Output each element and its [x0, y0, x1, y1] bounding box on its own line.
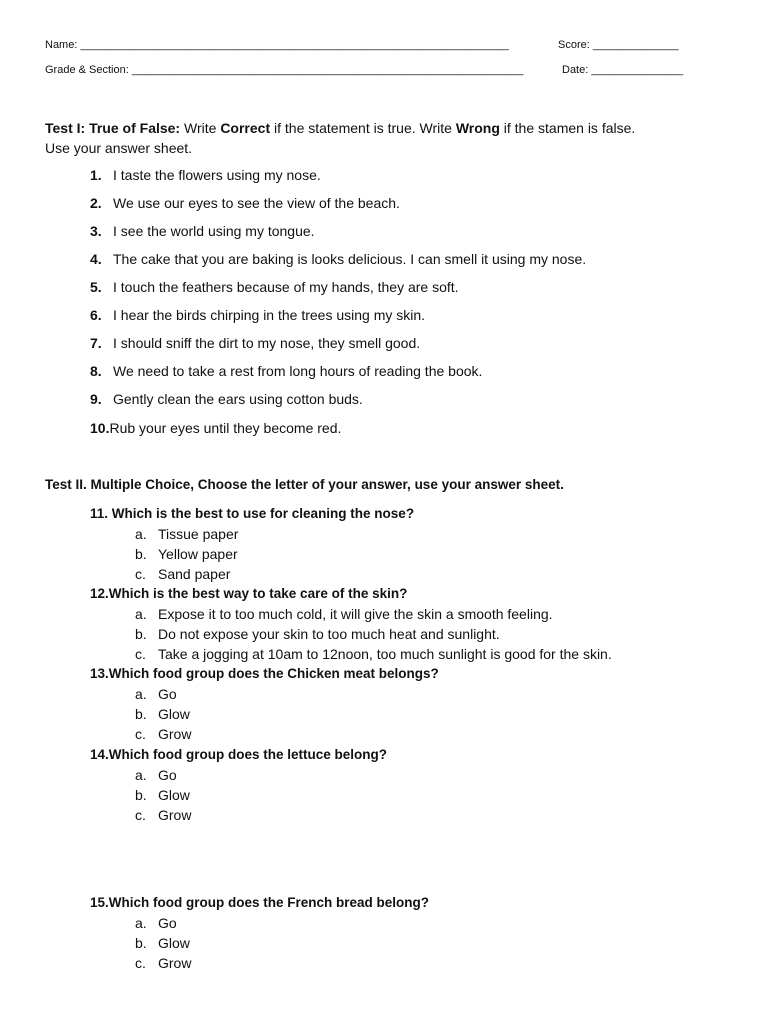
mc-option-text: Yellow paper	[158, 546, 238, 562]
tf-item-number: 8.	[90, 363, 102, 379]
mc-option-text: Glow	[158, 706, 190, 722]
mc-option	[135, 807, 191, 823]
test1-instructions	[45, 118, 635, 138]
mc-option-letter: a.	[135, 526, 147, 542]
mc-option-text: Grow	[158, 726, 192, 742]
mc-option	[135, 726, 191, 742]
mc-question: 12.Which is the best way to take care of the skin?	[90, 586, 408, 601]
tf-item-text: I touch the feathers because of my hands, they are soft.	[113, 279, 459, 295]
tf-item	[90, 223, 315, 239]
mc-option	[135, 526, 238, 542]
test1-instr-3: if the stamen is false.	[499, 120, 636, 136]
tf-item-number: 10.	[90, 420, 110, 436]
date-field-label: Date: _______________	[562, 64, 684, 76]
tf-item-number: 2.	[90, 195, 102, 211]
mc-option	[135, 767, 177, 783]
mc-option-letter: c.	[135, 807, 146, 823]
tf-item-number: 5.	[90, 279, 102, 295]
mc-question: 11. Which is the best to use for cleaning the nose?	[90, 506, 415, 521]
mc-option	[135, 566, 230, 582]
mc-option-text: Tissue paper	[158, 526, 239, 542]
mc-option-text: Go	[158, 767, 177, 783]
tf-item-text: Gently clean the ears using cotton buds.	[113, 391, 363, 407]
mc-option-letter: c.	[135, 566, 146, 582]
mc-option-text: Grow	[158, 955, 192, 971]
mc-option-text: Sand paper	[158, 566, 231, 582]
test2-title: Test II. Multiple Choice, Choose the letter of your answer, use your answer sheet.	[45, 477, 564, 492]
mc-option	[135, 787, 190, 803]
tf-item	[90, 251, 586, 267]
mc-option-letter: c.	[135, 726, 146, 742]
mc-question: 15.Which food group does the French bread belong?	[90, 895, 430, 910]
tf-item-text: We need to take a rest from long hours of reading the book.	[113, 363, 483, 379]
grade-section-field-label: Grade & Section: ________________________________________________________________	[45, 64, 524, 76]
mc-option-letter: b.	[135, 706, 147, 722]
score-field-label: Score: ______________	[558, 39, 679, 51]
test1-wrong-word: Wrong	[455, 120, 500, 136]
mc-option-text: Go	[158, 915, 177, 931]
tf-item	[90, 195, 400, 211]
mc-option	[135, 955, 191, 971]
mc-option-text: Grow	[158, 807, 192, 823]
tf-item-text: I taste the flowers using my nose.	[113, 167, 321, 183]
tf-item	[90, 391, 363, 407]
name-field-label: Name: ______________________________________________________________________	[45, 39, 509, 51]
tf-item-number: 9.	[90, 391, 102, 407]
mc-option-text: Expose it to too much cold, it will give the skin a smooth feeling.	[158, 606, 553, 622]
mc-option-letter: c.	[135, 646, 146, 662]
mc-option	[135, 606, 553, 622]
tf-item	[90, 420, 341, 436]
mc-option-text: Do not expose your skin to too much heat and sunlight.	[158, 626, 500, 642]
mc-option-letter: b.	[135, 935, 147, 951]
tf-item-text: Rub your eyes until they become red.	[109, 420, 342, 436]
test1-correct-word: Correct	[220, 120, 271, 136]
tf-item-text: The cake that you are baking is looks delicious. I can smell it using my nose.	[113, 251, 587, 267]
test1-instructions-line2: Use your answer sheet.	[45, 140, 193, 156]
mc-option-text: Take a jogging at 10am to 12noon, too much sunlight is good for the skin.	[158, 646, 612, 662]
tf-item-number: 3.	[90, 223, 102, 239]
test1-instr-1: Write	[180, 120, 221, 136]
mc-option	[135, 935, 190, 951]
mc-option-letter: b.	[135, 546, 147, 562]
tf-item-text: I should sniff the dirt to my nose, they smell good.	[113, 335, 421, 351]
tf-item	[90, 279, 459, 295]
mc-option-text: Glow	[158, 935, 190, 951]
tf-item	[90, 167, 321, 183]
mc-option-text: Go	[158, 686, 177, 702]
tf-item-number: 6.	[90, 307, 102, 323]
mc-option-letter: b.	[135, 787, 147, 803]
test1-instr-2: if the statement is true. Write	[270, 120, 456, 136]
mc-option-letter: c.	[135, 955, 146, 971]
mc-option-letter: a.	[135, 606, 147, 622]
tf-item-number: 1.	[90, 167, 102, 183]
test1-title: Test I: True of False:	[45, 120, 181, 136]
mc-option	[135, 686, 177, 702]
mc-option	[135, 626, 500, 642]
tf-item-number: 7.	[90, 335, 102, 351]
tf-item-text: We use our eyes to see the view of the beach.	[113, 195, 400, 211]
tf-item-number: 4.	[90, 251, 102, 267]
mc-option-letter: a.	[135, 915, 147, 931]
mc-option-letter: a.	[135, 686, 147, 702]
tf-item-text: I hear the birds chirping in the trees using my skin.	[113, 307, 426, 323]
tf-item	[90, 363, 482, 379]
mc-option-letter: a.	[135, 767, 147, 783]
mc-question: 13.Which food group does the Chicken meat belongs?	[90, 666, 439, 681]
mc-option-letter: b.	[135, 626, 147, 642]
tf-item	[90, 307, 425, 323]
tf-item-text: I see the world using my tongue.	[113, 223, 315, 239]
mc-option	[135, 706, 190, 722]
mc-question: 14.Which food group does the lettuce belong?	[90, 747, 387, 762]
tf-item	[90, 335, 420, 351]
mc-option	[135, 546, 238, 562]
mc-option-text: Glow	[158, 787, 190, 803]
mc-option	[135, 915, 177, 931]
mc-option	[135, 646, 612, 662]
